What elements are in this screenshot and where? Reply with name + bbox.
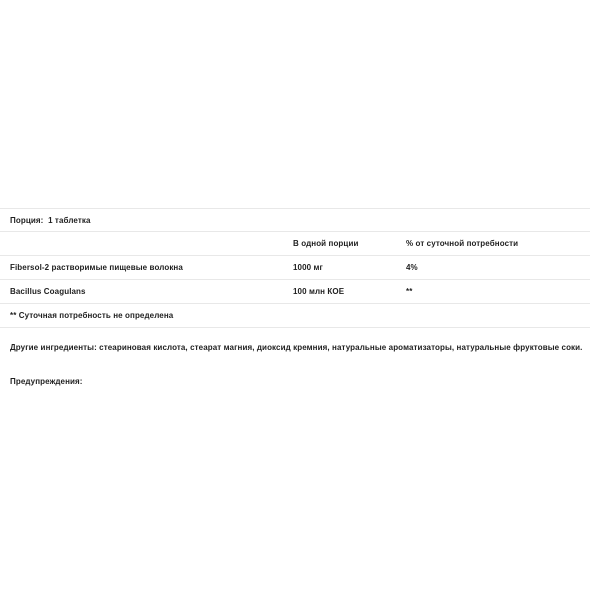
serving-size-value: 1 таблетка — [48, 215, 91, 225]
table-row — [0, 256, 590, 279]
nutrient-name: Bacillus Coagulans — [10, 287, 86, 296]
nutrient-amount: 100 млн КОЕ — [293, 287, 345, 296]
serving-size-row — [0, 209, 590, 231]
column-header-amount-per-serving: В одной порции — [293, 239, 359, 248]
nutrient-name: Fibersol-2 растворимые пищевые волокна — [10, 263, 183, 272]
other-ingredients-text: Другие ингредиенты: стеариновая кислота, стеарат магния, диоксид кремния, натуральные ароматизаторы, натуральные фруктовые соки. — [10, 343, 583, 352]
column-header-percent-daily-value: % от суточной потребности — [406, 239, 519, 248]
nutrient-amount: 1000 мг — [293, 263, 323, 272]
serving-size-label: Порция: — [10, 215, 44, 225]
additional-notes — [10, 341, 588, 388]
warnings-label: Предупреждения: — [10, 376, 83, 386]
table-header-row — [0, 232, 590, 255]
table-bottom-divider — [0, 327, 590, 328]
nutrient-daily-value: 4% — [406, 263, 418, 272]
supplement-facts-table — [0, 208, 590, 328]
nutrient-daily-value: ** — [406, 287, 413, 296]
daily-value-footnote-row — [0, 304, 590, 327]
table-row — [0, 280, 590, 303]
daily-value-footnote: ** Суточная потребность не определена — [10, 311, 174, 320]
